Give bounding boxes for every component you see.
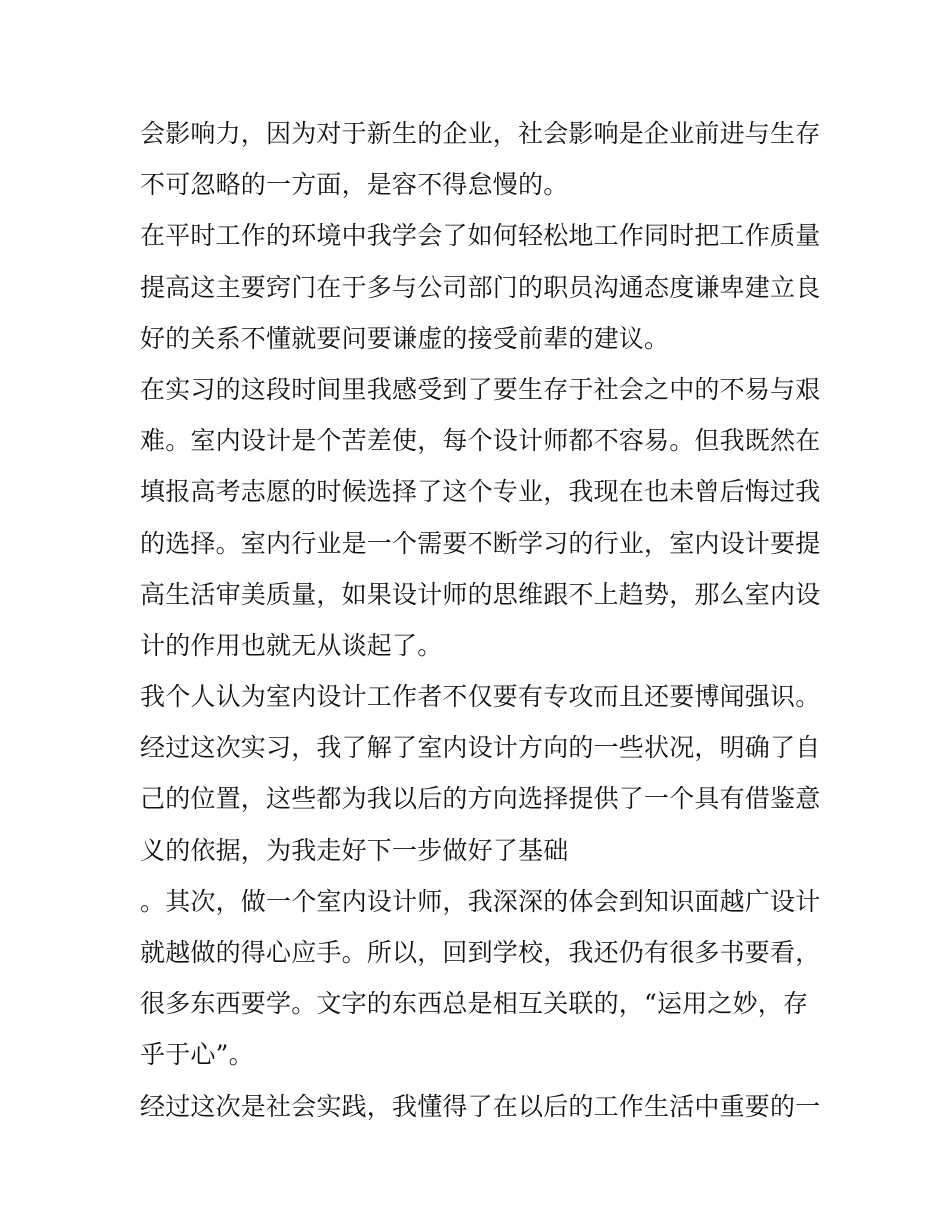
text-line: 填报高考志愿的时候选择了这个专业，我现在也未曾后悔过我	[140, 477, 821, 507]
text-line: 计的作用也就无从谈起了。	[140, 630, 443, 660]
text-line: 很多东西要学。文字的东西总是相互关联的，“运用之妙，存	[140, 989, 809, 1019]
text-line: 高生活审美质量，如果设计师的思维跟不上趋势，那么室内设	[140, 579, 821, 609]
text-line: 会影响力，因为对于新生的企业，社会影响是企业前进与生存	[140, 119, 821, 148]
text-line: 的选择。室内行业是一个需要不断学习的行业，室内设计要提	[140, 528, 821, 558]
text-line: 在平时工作的环境中我学会了如何轻松地工作同时把工作质量	[140, 221, 821, 251]
text-line: 经过这次实习，我了解了室内设计方向的一些状况，明确了自	[140, 733, 821, 763]
text-line: 乎于心”。	[140, 1040, 254, 1070]
text-line: 。其次，做一个室内设计师，我深深的体会到知识面越广设计	[140, 886, 821, 916]
text-line: 不可忽略的一方面，是容不得怠慢的。	[140, 170, 569, 200]
text-line: 己的位置，这些都为我以后的方向选择提供了一个具有借鉴意	[140, 784, 821, 814]
text-line: 就越做的得心应手。所以，回到学校，我还仍有很多书要看，	[140, 938, 821, 967]
text-line: 我个人认为室内设计工作者不仅要有专攻而且还要博闻强识。	[140, 682, 821, 712]
text-line: 义的依据，为我走好下一步做好了基础	[140, 835, 569, 865]
text-line: 好的关系不懂就要问要谦虚的接受前辈的建议。	[140, 323, 670, 353]
text-line: 经过这次是社会实践，我懂得了在以后的工作生活中重要的一	[140, 1091, 821, 1121]
text-line: 在实习的这段时间里我感受到了要生存于社会之中的不易与艰	[140, 374, 821, 404]
body-text	[140, 108, 820, 1132]
text-line: 提高这主要窍门在于多与公司部门的职员沟通态度谦卑建立良	[140, 272, 821, 302]
text-line: 难。室内设计是个苦差使，每个设计师都不容易。但我既然在	[140, 426, 821, 456]
